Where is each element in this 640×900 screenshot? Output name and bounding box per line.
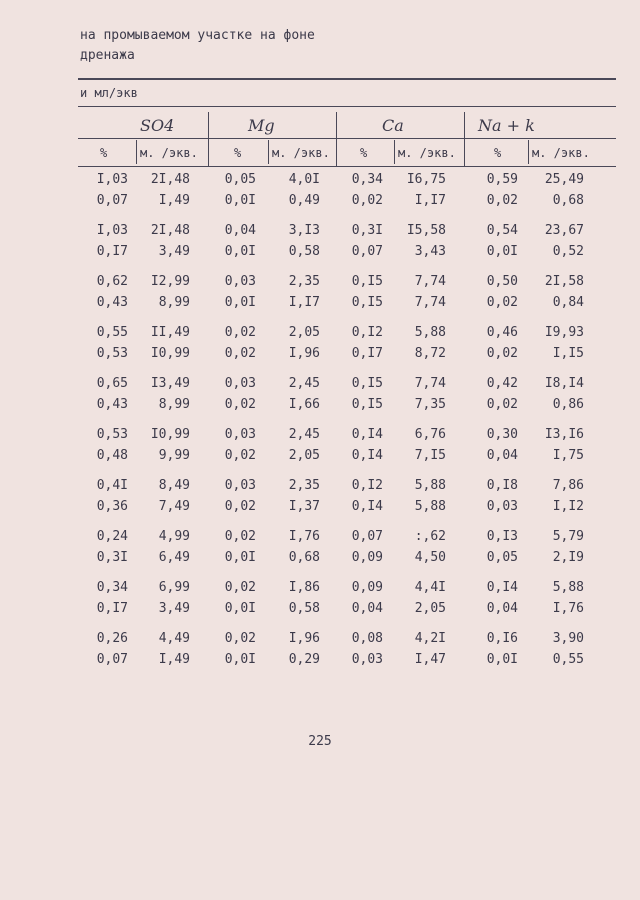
- table-cell: I,47: [414, 652, 446, 667]
- table-row: [0, 172, 640, 192]
- table-cell: 0,I5: [351, 376, 383, 391]
- table-cell: 0,03: [224, 427, 256, 442]
- group-ca: Ca: [382, 116, 404, 135]
- table-cell: 0,43: [96, 295, 128, 310]
- table-cell: 0,05: [486, 550, 518, 565]
- table-cell: I0,99: [150, 427, 190, 442]
- table-row: [0, 550, 640, 570]
- table-cell: 4,50: [414, 550, 446, 565]
- table-cell: 0,I7: [96, 601, 128, 616]
- table-cell: 0,42: [486, 376, 518, 391]
- table-cell: 0,02: [224, 325, 256, 340]
- table-cell: I2,99: [150, 274, 190, 289]
- table-cell: 2,05: [414, 601, 446, 616]
- table-cell: 0,03: [486, 499, 518, 514]
- table-cell: 5,88: [414, 499, 446, 514]
- table-cell: 0,50: [486, 274, 518, 289]
- table-cell: 0,03: [224, 478, 256, 493]
- table-cell: 5,88: [414, 478, 446, 493]
- table-cell: 8,99: [158, 295, 190, 310]
- table-cell: 2I,58: [544, 274, 584, 289]
- subheader-meq: м. /экв.: [532, 146, 590, 160]
- table-cell: 6,76: [414, 427, 446, 442]
- table-cell: 0,03: [224, 376, 256, 391]
- table-row: [0, 499, 640, 519]
- table-cell: :,62: [414, 529, 446, 544]
- table-cell: 0,07: [96, 652, 128, 667]
- sub-divider: [136, 140, 137, 164]
- table-cell: 0,09: [351, 580, 383, 595]
- table-cell: 0,48: [96, 448, 128, 463]
- table-cell: I,37: [288, 499, 320, 514]
- table-cell: 0,02: [224, 397, 256, 412]
- table-cell: 0,43: [96, 397, 128, 412]
- table-cell: I,49: [158, 193, 190, 208]
- table-cell: 0,02: [224, 346, 256, 361]
- table-cell: 0,I2: [351, 478, 383, 493]
- table-cell: 0,86: [552, 397, 584, 412]
- table-cell: 0,58: [288, 601, 320, 616]
- table-cell: 0,59: [486, 172, 518, 187]
- group-rule: [78, 138, 616, 139]
- table-cell: I,I2: [552, 499, 584, 514]
- table-cell: 5,79: [552, 529, 584, 544]
- table-cell: 2I,48: [150, 223, 190, 238]
- table-cell: 0,55: [96, 325, 128, 340]
- table-cell: 0,53: [96, 346, 128, 361]
- table-cell: 0,I4: [351, 499, 383, 514]
- subheader-meq: м. /экв.: [140, 146, 198, 160]
- subheader-meq: м. /экв.: [272, 146, 330, 160]
- table-row: [0, 631, 640, 651]
- table-row: [0, 427, 640, 447]
- group-so4: SO4: [140, 116, 175, 135]
- table-row: [0, 478, 640, 498]
- table-cell: 0,I4: [351, 448, 383, 463]
- table-cell: 5,88: [552, 580, 584, 595]
- table-cell: 0,I7: [96, 244, 128, 259]
- table-row: [0, 580, 640, 600]
- table-cell: 0,0I: [224, 295, 256, 310]
- table-cell: I,66: [288, 397, 320, 412]
- table-cell: 0,I3: [486, 529, 518, 544]
- table-cell: I6,75: [406, 172, 446, 187]
- table-cell: 2,I9: [552, 550, 584, 565]
- table-cell: 0,03: [224, 274, 256, 289]
- table-cell: 2,05: [288, 448, 320, 463]
- group-divider: [464, 112, 465, 166]
- caption: [80, 26, 315, 66]
- table-cell: 3,I3: [288, 223, 320, 238]
- table-cell: I,I7: [288, 295, 320, 310]
- table-cell: 0,3I: [96, 550, 128, 565]
- units-label: и мл/экв: [80, 86, 138, 100]
- table-cell: 4,99: [158, 529, 190, 544]
- table-cell: I8,I4: [544, 376, 584, 391]
- table-row: [0, 652, 640, 672]
- table-cell: 2,05: [288, 325, 320, 340]
- table-cell: 0,65: [96, 376, 128, 391]
- table-cell: 8,99: [158, 397, 190, 412]
- table-cell: 0,54: [486, 223, 518, 238]
- table-cell: 0,02: [224, 448, 256, 463]
- table-cell: 0,46: [486, 325, 518, 340]
- table-cell: 0,34: [351, 172, 383, 187]
- table-row: [0, 601, 640, 621]
- table-cell: I,I7: [414, 193, 446, 208]
- table-cell: I0,99: [150, 346, 190, 361]
- table-cell: I,86: [288, 580, 320, 595]
- table-cell: I,96: [288, 631, 320, 646]
- subheader-percent: %: [100, 146, 108, 160]
- table-cell: 0,4I: [96, 478, 128, 493]
- table-cell: 0,02: [486, 295, 518, 310]
- page-number: 225: [308, 734, 332, 749]
- sub-divider: [394, 140, 395, 164]
- table-cell: 0,34: [96, 580, 128, 595]
- subheader-percent: %: [360, 146, 368, 160]
- table-cell: 7,I5: [414, 448, 446, 463]
- table-cell: 0,68: [552, 193, 584, 208]
- table-cell: 0,68: [288, 550, 320, 565]
- table-cell: 4,0I: [288, 172, 320, 187]
- caption-line-1: на промываемом участке на фоне: [80, 28, 315, 43]
- table-cell: 0,36: [96, 499, 128, 514]
- table-cell: 7,49: [158, 499, 190, 514]
- table-cell: I,96: [288, 346, 320, 361]
- table-row: [0, 244, 640, 264]
- table-cell: 0,58: [288, 244, 320, 259]
- table-cell: 0,0I: [486, 244, 518, 259]
- table-cell: 0,49: [288, 193, 320, 208]
- table-row: [0, 376, 640, 396]
- table-cell: 7,74: [414, 376, 446, 391]
- table-row: [0, 223, 640, 243]
- table-cell: 0,02: [224, 631, 256, 646]
- table-cell: 7,74: [414, 295, 446, 310]
- table-cell: 8,49: [158, 478, 190, 493]
- table-row: [0, 529, 640, 549]
- table-cell: 0,I7: [351, 346, 383, 361]
- sub-divider: [528, 140, 529, 164]
- table-cell: 4,4I: [414, 580, 446, 595]
- table-cell: 0,04: [224, 223, 256, 238]
- group-mg: Mg: [248, 116, 275, 135]
- table-cell: I3,I6: [544, 427, 584, 442]
- table-cell: I5,58: [406, 223, 446, 238]
- table-cell: I,03: [96, 172, 128, 187]
- table-cell: 0,02: [486, 346, 518, 361]
- subheader-percent: %: [494, 146, 502, 160]
- table-cell: 0,26: [96, 631, 128, 646]
- table-cell: 23,67: [544, 223, 584, 238]
- table-cell: 0,02: [224, 499, 256, 514]
- table-cell: 0,I4: [351, 427, 383, 442]
- table-cell: I,76: [552, 601, 584, 616]
- table-cell: 0,I4: [486, 580, 518, 595]
- table-cell: 0,07: [351, 244, 383, 259]
- table-cell: 0,07: [351, 529, 383, 544]
- table-cell: 3,90: [552, 631, 584, 646]
- table-cell: 0,53: [96, 427, 128, 442]
- table-cell: 0,03: [351, 652, 383, 667]
- table-cell: 0,3I: [351, 223, 383, 238]
- table-cell: 0,04: [486, 448, 518, 463]
- table-cell: 9,99: [158, 448, 190, 463]
- table-cell: 0,55: [552, 652, 584, 667]
- table-row: [0, 346, 640, 366]
- table-cell: 0,02: [486, 193, 518, 208]
- table-cell: 0,I8: [486, 478, 518, 493]
- table-cell: 0,04: [351, 601, 383, 616]
- table-top-rule: [78, 78, 616, 80]
- group-divider: [336, 112, 337, 166]
- table-cell: I,75: [552, 448, 584, 463]
- group-divider: [208, 112, 209, 166]
- table-cell: 3,43: [414, 244, 446, 259]
- header-bottom-rule: [78, 166, 616, 167]
- table-cell: 0,02: [486, 397, 518, 412]
- table-cell: 0,05: [224, 172, 256, 187]
- units-rule: [78, 106, 616, 107]
- table-cell: 0,02: [224, 580, 256, 595]
- table-cell: 0,I5: [351, 274, 383, 289]
- table-cell: 3,49: [158, 244, 190, 259]
- table-row: [0, 295, 640, 315]
- table-cell: 7,86: [552, 478, 584, 493]
- table-cell: 2,45: [288, 427, 320, 442]
- table-cell: II,49: [150, 325, 190, 340]
- table-cell: 6,49: [158, 550, 190, 565]
- table-cell: 6,99: [158, 580, 190, 595]
- table-cell: 25,49: [544, 172, 584, 187]
- table-row: [0, 325, 640, 345]
- table-cell: I,76: [288, 529, 320, 544]
- table-cell: 0,09: [351, 550, 383, 565]
- sub-divider: [268, 140, 269, 164]
- table-cell: I,49: [158, 652, 190, 667]
- table-cell: 0,30: [486, 427, 518, 442]
- table-row: [0, 193, 640, 213]
- table-cell: 0,0I: [486, 652, 518, 667]
- table-cell: I,I5: [552, 346, 584, 361]
- group-na-k: Na + k: [478, 116, 535, 135]
- table-cell: 0,I6: [486, 631, 518, 646]
- table-cell: 3,49: [158, 601, 190, 616]
- table-cell: 0,08: [351, 631, 383, 646]
- table-cell: 0,84: [552, 295, 584, 310]
- table-cell: 8,72: [414, 346, 446, 361]
- table-row: [0, 274, 640, 294]
- table-cell: 2,35: [288, 478, 320, 493]
- caption-line-2: дренажа: [80, 48, 135, 63]
- table-cell: 0,29: [288, 652, 320, 667]
- table-cell: I9,93: [544, 325, 584, 340]
- table-cell: 0,0I: [224, 601, 256, 616]
- table-cell: 0,02: [224, 529, 256, 544]
- table-cell: I3,49: [150, 376, 190, 391]
- table-cell: 0,62: [96, 274, 128, 289]
- table-cell: 2,35: [288, 274, 320, 289]
- table-cell: 0,I5: [351, 295, 383, 310]
- table-cell: 2I,48: [150, 172, 190, 187]
- table-cell: 0,24: [96, 529, 128, 544]
- table-cell: 7,74: [414, 274, 446, 289]
- subheader-meq: м. /экв.: [398, 146, 456, 160]
- subheader-percent: %: [234, 146, 242, 160]
- table-row: [0, 397, 640, 417]
- table-cell: 0,0I: [224, 652, 256, 667]
- table-cell: 0,07: [96, 193, 128, 208]
- table-cell: 5,88: [414, 325, 446, 340]
- table-cell: 0,I2: [351, 325, 383, 340]
- table-cell: 0,52: [552, 244, 584, 259]
- table-cell: 0,0I: [224, 193, 256, 208]
- table-cell: 0,04: [486, 601, 518, 616]
- table-cell: 2,45: [288, 376, 320, 391]
- table-cell: 0,I5: [351, 397, 383, 412]
- table-cell: I,03: [96, 223, 128, 238]
- table-cell: 4,49: [158, 631, 190, 646]
- table-cell: 4,2I: [414, 631, 446, 646]
- table-cell: 0,0I: [224, 244, 256, 259]
- table-cell: 0,02: [351, 193, 383, 208]
- table-cell: 0,0I: [224, 550, 256, 565]
- table-row: [0, 448, 640, 468]
- table-cell: 7,35: [414, 397, 446, 412]
